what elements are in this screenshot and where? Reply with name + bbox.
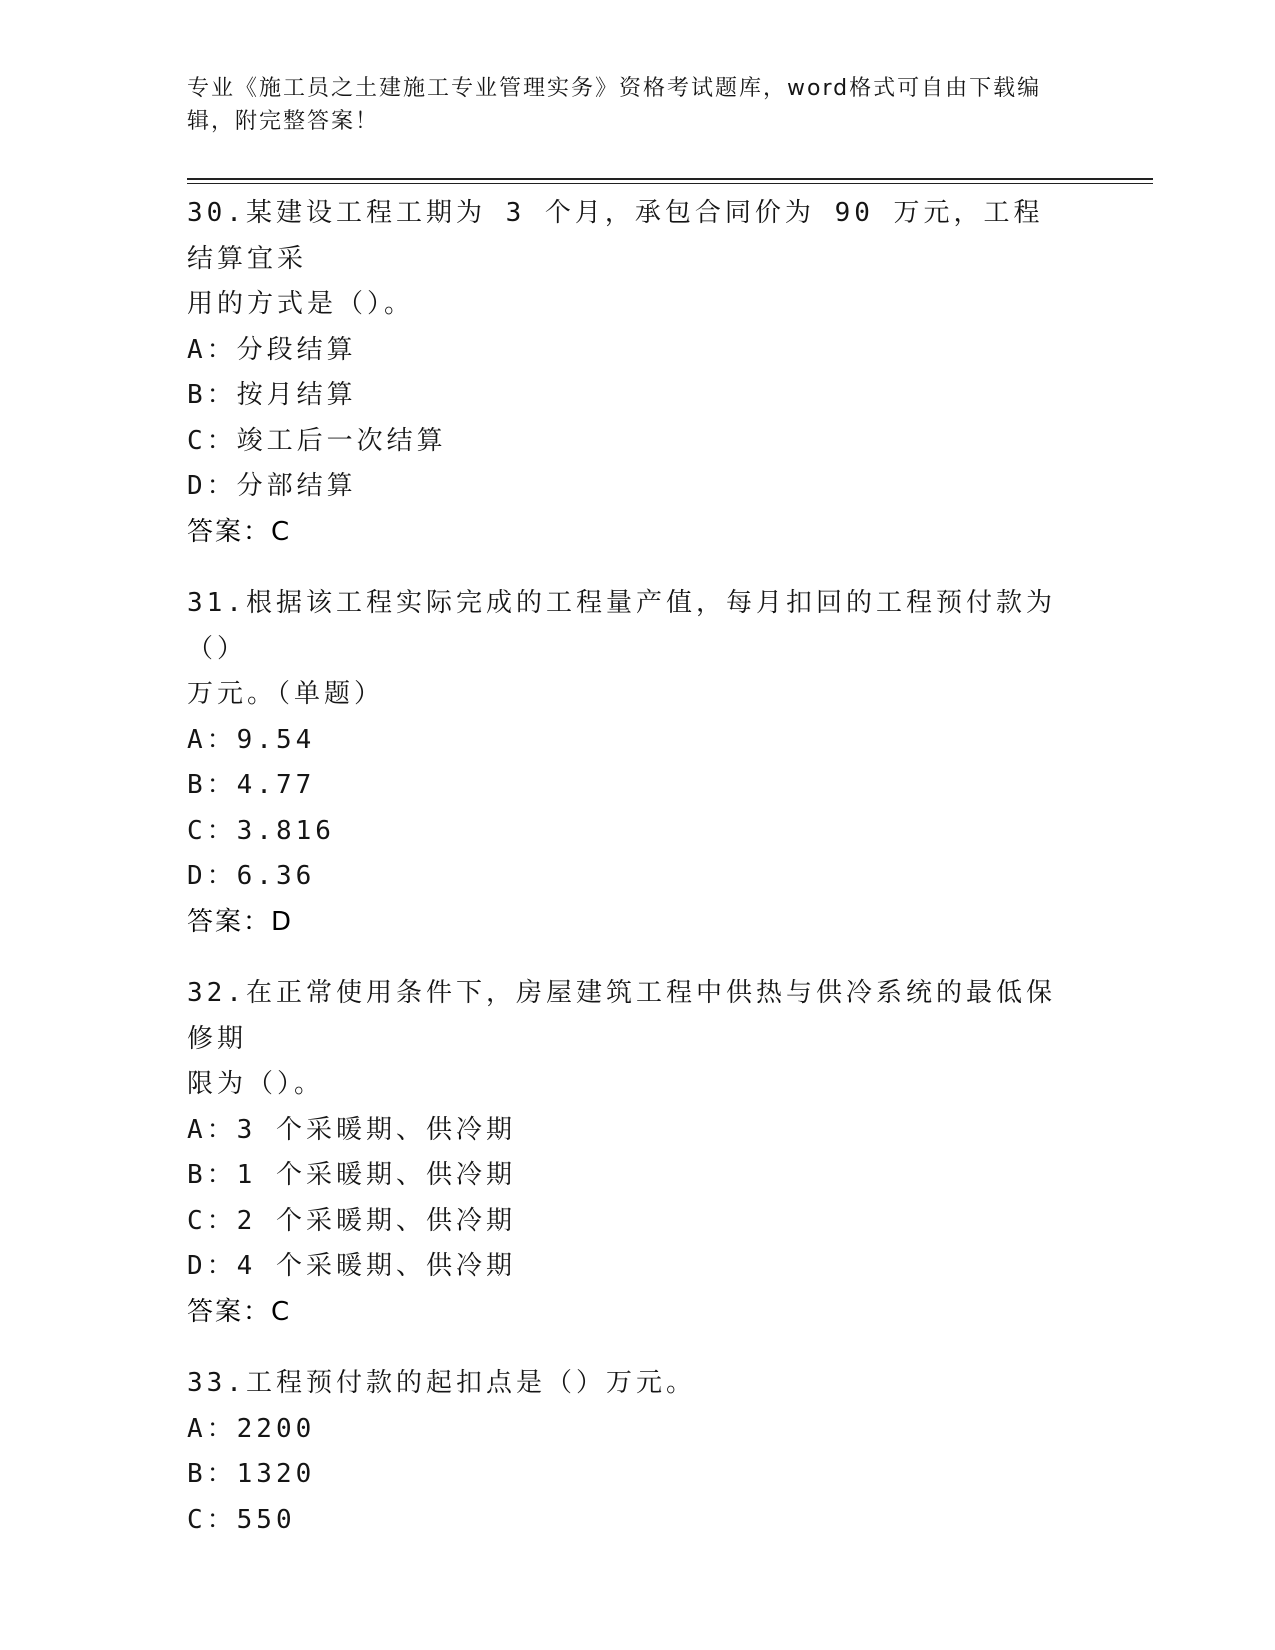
question-stem-line-2: 万元。（单题） [187, 679, 385, 709]
answer-label: 答案：C [187, 1296, 292, 1327]
question-list [187, 191, 1087, 1569]
option-d: D：分部结算 [187, 471, 357, 501]
question-32 [187, 971, 1087, 1335]
question-31 [187, 581, 1087, 945]
option-c: C：3.816 [187, 815, 335, 846]
option-c: C：2 个采暖期、供冷期 [187, 1205, 516, 1236]
header-line-1: 专业《施工员之土建施工专业管理实务》资格考试题库，word格式可自由下载编 [187, 76, 1042, 101]
question-stem-line-1: 30.某建设工程工期为 3 个月，承包合同价为 90 万元，工程结算宜采 [187, 198, 1044, 274]
question-stem-line-2: 用的方式是（）。 [187, 289, 415, 319]
option-a: A：9.54 [187, 724, 316, 755]
answer-label: 答案：C [187, 516, 292, 547]
question-stem-line-2: 限为（）。 [187, 1069, 325, 1099]
answer-label: 答案：D [187, 906, 294, 937]
option-b: B：1320 [187, 1459, 316, 1489]
option-d: D：6.36 [187, 861, 316, 891]
question-stem-line-1: 33.工程预付款的起扣点是（）万元。 [187, 1368, 696, 1398]
option-b: B：1 个采暖期、供冷期 [187, 1160, 516, 1190]
option-b: B：4.77 [187, 770, 316, 800]
question-stem-line-1: 31.根据该工程实际完成的工程量产值，每月扣回的工程预付款为（） [187, 588, 1056, 664]
option-a: A：2200 [187, 1413, 316, 1444]
document-header [187, 72, 1087, 138]
question-33 [187, 1361, 1087, 1543]
question-stem-line-1: 32.在正常使用条件下，房屋建筑工程中供热与供冷系统的最低保修期 [187, 978, 1056, 1054]
option-c: C：550 [187, 1504, 296, 1535]
header-line-2: 辑，附完整答案！ [187, 109, 380, 134]
header-divider-thin [187, 183, 1153, 184]
option-d: D：4 个采暖期、供冷期 [187, 1251, 516, 1281]
header-divider-thick [187, 178, 1153, 180]
option-b: B：按月结算 [187, 380, 357, 410]
option-c: C：竣工后一次结算 [187, 425, 447, 456]
option-a: A：分段结算 [187, 334, 357, 365]
option-a: A：3 个采暖期、供冷期 [187, 1114, 516, 1145]
question-30 [187, 191, 1087, 555]
